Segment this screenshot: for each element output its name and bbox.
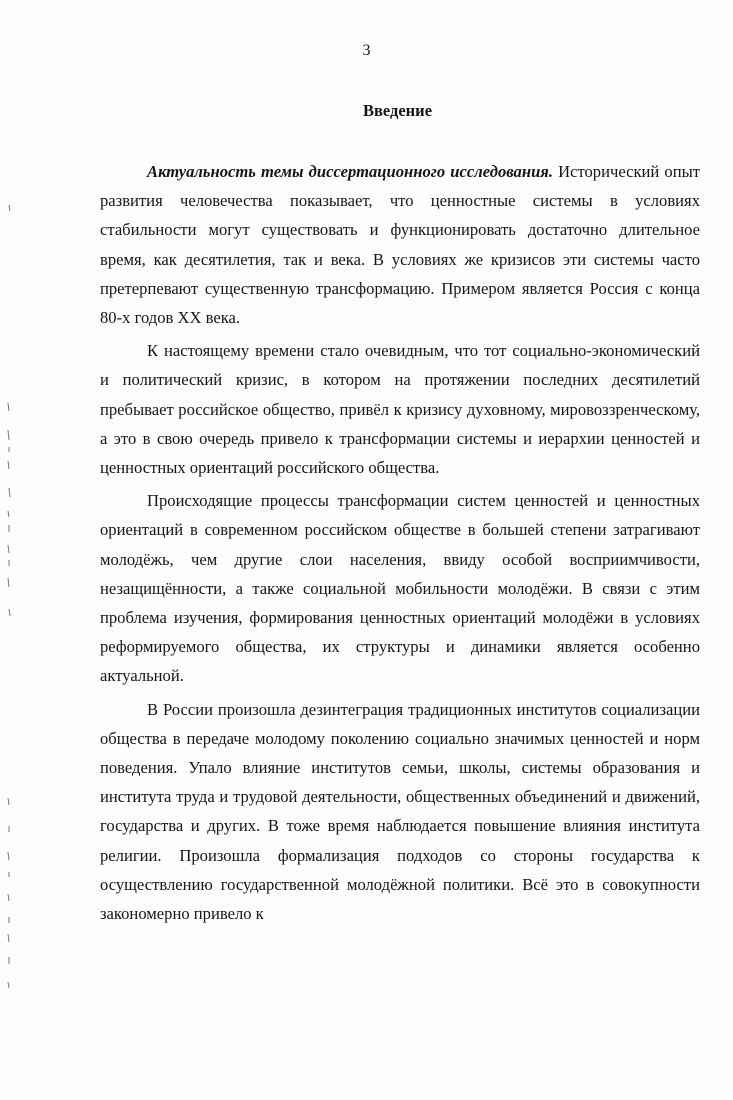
section-heading: Введение <box>362 101 433 120</box>
paragraph-4: В России произошла дезинтеграция традиционных институтов социализации общества в передаче молодому поколению социально значимых ценностей и норм поведения. Упало влияние институтов семьи, школы, системы образования и института труда и трудовой деятельности, общественных объединений и движений, государства и других. В тоже время наблюдается повышение влияния института религии. Произошла формализация подходов со стороны государства к осуществлению государственной молодёжной политики. Всё это в совокупности закономерно привело к <box>100 699 700 924</box>
paragraph-1 <box>100 157 700 332</box>
scan-margin-marks <box>4 0 18 1100</box>
body-text <box>100 157 700 932</box>
paragraph-2: К настоящему времени стало очевидным, что тот социально-экономический и политический кризис, в котором на протяжении последних десятилетий пребывает российское общество, привёл к кризису духовному, мировоззренческому, а это в свою очередь привело к трансформации системы и иерархии ценностей и ценностных ориентаций российского общества. <box>100 341 700 478</box>
paragraph-text: Исторический опыт развития человечества показывает, что ценностные системы в условиях стабильности могут существовать и функционировать достаточно длительное время, как десятилетия, так и века. В условиях же кризисов эти системы часто претерпевают существенную трансформацию. Примером является Россия с конца 80-х годов XX века. <box>100 162 700 328</box>
page-number: 3 <box>362 42 371 59</box>
paragraph-lead: Актуальность темы диссертационного исследования. <box>147 162 553 181</box>
paragraph-3: Происходящие процессы трансформации систем ценностей и ценностных ориентаций в современном российском обществе в большей степени затрагивают молодёжь, чем другие слои населения, ввиду особой восприимчивости, незащищённости, а также социальной мобильности молодёжи. В связи с этим проблема изучения, формирования ценностных ориентаций молодёжи в условиях реформируемого общества, их структуры и динамики является особенно актуальной. <box>100 491 700 686</box>
